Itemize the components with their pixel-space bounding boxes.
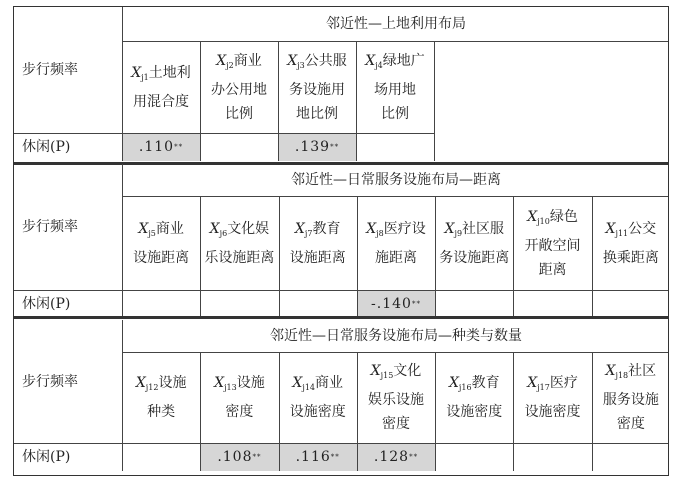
variable-name-part: 社区服 (462, 220, 505, 237)
grid-line (279, 352, 280, 471)
grid-line (122, 196, 669, 197)
significance-stars: ** (409, 453, 419, 461)
variable-subscript: j14 (302, 383, 316, 392)
grid-line (14, 443, 669, 444)
variable-line-1 (138, 217, 184, 246)
grid-line (278, 41, 279, 161)
variable-line-1 (287, 49, 347, 78)
significance-stars: ** (252, 453, 262, 461)
variable-name-part: 绿色 (549, 208, 578, 225)
variable-name-part: 换乘距离 (602, 249, 659, 266)
coefficient-cell (279, 290, 357, 318)
variable-header (279, 196, 357, 290)
variable-name-part: 医疗 (549, 375, 578, 391)
variable-name-part: 务设施距离 (439, 249, 510, 266)
variable-name-part: 娱乐设施 (367, 392, 424, 408)
coefficient-cell (278, 133, 356, 161)
variable-symbol: X (216, 52, 227, 69)
variable-header (278, 41, 356, 133)
significance-stars: ** (411, 300, 421, 308)
variable-header (357, 352, 435, 443)
variable-symbol: X (214, 375, 225, 391)
variable-name-part: 设施 (236, 375, 265, 391)
variable-symbol: X (294, 220, 305, 237)
variable-subscript: j17 (537, 383, 550, 392)
variable-name-part: 乐设施距离 (204, 249, 275, 266)
variable-name-part: 务设施用 (289, 81, 345, 98)
variable-name-part: 公共服 (304, 52, 347, 69)
variable-line-2 (225, 400, 253, 424)
variable-name-part: 文化娱 (227, 220, 270, 237)
variable-line-1 (445, 217, 505, 246)
variable-subscript: j15 (380, 371, 394, 380)
variable-symbol: X (131, 64, 142, 81)
row-label-leisure-text: 休闲(P) (22, 139, 71, 155)
variable-name-part: 教育 (312, 220, 341, 237)
section-title (122, 7, 669, 41)
coefficient-value: .110 (138, 139, 175, 155)
variable-symbol: X (366, 220, 377, 237)
grid-line (122, 7, 123, 161)
variable-line-1 (131, 61, 191, 90)
coefficient-cell (592, 443, 669, 471)
coefficient-value: .128 (373, 449, 410, 465)
variable-name-part: 密度 (225, 404, 254, 420)
section-title (122, 320, 669, 352)
variable-line-2 (368, 388, 424, 412)
variable-name-part: 文化 (393, 363, 422, 379)
grid-line (122, 164, 123, 318)
variable-name-part: 开敞空间 (524, 237, 581, 254)
row-label-leisure (14, 133, 122, 161)
variable-subscript: j3 (297, 60, 305, 70)
variable-symbol: X (527, 208, 538, 225)
variable-subscript: j16 (458, 383, 472, 392)
coefficient-cell (279, 443, 357, 471)
variable-line-1 (216, 49, 262, 78)
variable-header (200, 41, 278, 133)
variable-line-1 (295, 217, 341, 246)
grid-line (435, 196, 436, 318)
variable-line-1 (527, 205, 578, 234)
grid-line (357, 196, 358, 318)
significance-stars: ** (330, 453, 340, 461)
variable-header (122, 196, 200, 290)
variable-symbol: X (444, 220, 455, 237)
variable-header (200, 196, 278, 290)
coefficient-cell (122, 290, 200, 318)
row-header-frequency (14, 320, 122, 443)
variable-symbol: X (292, 375, 303, 391)
variable-line-2 (290, 400, 346, 424)
variable-name-part: 教育 (471, 375, 500, 391)
variable-name-part: 场用地 (374, 81, 416, 98)
variable-line-1 (371, 359, 422, 388)
coefficient-cell (200, 133, 278, 161)
variable-name-part: 设施密度 (446, 404, 503, 420)
row-header-frequency-text: 步行频率 (22, 373, 78, 390)
variable-header (279, 352, 357, 443)
variable-line-1 (292, 371, 343, 400)
coefficient-cell (513, 290, 591, 318)
grid-line (200, 352, 201, 471)
coefficient-value: .116 (295, 449, 331, 465)
variable-line-3 (381, 102, 409, 126)
variable-subscript: j18 (615, 371, 629, 380)
grid-line (592, 352, 593, 471)
variable-name-part: 土地利 (148, 64, 191, 81)
variable-line-1 (606, 217, 657, 246)
variable-name-part: 社区 (628, 363, 657, 379)
variable-header (513, 352, 591, 443)
variable-name-part: 设施距离 (133, 249, 190, 266)
grid-line (356, 41, 357, 161)
variable-symbol: X (370, 363, 381, 379)
variable-subscript: j6 (219, 228, 228, 238)
coefficient-cell (200, 290, 278, 318)
variable-symbol: X (365, 52, 376, 69)
correlation-table (13, 6, 669, 476)
coefficient-cell (435, 443, 513, 471)
section-title-text: 邻近性—上地利用布局 (326, 16, 466, 32)
variable-subscript: j13 (224, 383, 237, 392)
significance-stars: ** (330, 143, 340, 151)
variable-name-part: 比例 (381, 105, 409, 122)
variable-name-part: 设施距离 (289, 249, 346, 266)
grid-line (513, 196, 514, 318)
grid-line (357, 352, 358, 471)
variable-name-part: 商业 (315, 375, 344, 391)
variable-name-part: 医疗设 (383, 220, 426, 237)
variable-line-1 (449, 371, 500, 400)
variable-name-part: 距离 (538, 261, 567, 278)
grid-line (14, 290, 669, 291)
grid-line (513, 352, 514, 471)
variable-name-part: 设施 (158, 375, 187, 391)
variable-line-1 (210, 217, 270, 246)
variable-line-2 (525, 400, 581, 424)
variable-line-1 (527, 371, 578, 400)
variable-symbol: X (209, 220, 220, 237)
grid-line (14, 133, 434, 134)
variable-name-part: 种类 (147, 404, 176, 420)
row-header-frequency (14, 164, 122, 290)
variable-name-part: 用混合度 (133, 93, 189, 110)
variable-header (592, 352, 669, 443)
variable-line-1 (214, 371, 265, 400)
variable-name-part: 设施密度 (289, 404, 346, 420)
variable-name-part: 绿地广 (382, 52, 425, 69)
variable-symbol: X (605, 363, 616, 379)
variable-line-3 (225, 102, 253, 126)
row-header-frequency-text: 步行频率 (22, 62, 78, 78)
variable-header (122, 41, 200, 133)
variable-line-1 (136, 371, 187, 400)
variable-line-2 (603, 388, 659, 412)
variable-line-2 (211, 78, 267, 102)
variable-line-2 (133, 246, 189, 270)
variable-line-3 (382, 412, 410, 436)
grid-line (592, 196, 593, 318)
variable-line-2 (525, 234, 581, 258)
grid-line (279, 196, 280, 318)
variable-line-1 (606, 359, 657, 388)
variable-subscript: j11 (615, 228, 629, 238)
variable-name-part: 办公用地 (211, 81, 267, 98)
coefficient-cell (435, 290, 513, 318)
variable-subscript: j10 (537, 216, 550, 226)
variable-header (356, 41, 434, 133)
variable-symbol: X (527, 375, 538, 391)
variable-symbol: X (287, 52, 298, 69)
variable-name-part: 设施密度 (524, 404, 581, 420)
variable-line-2 (446, 400, 502, 424)
section-title (122, 164, 669, 196)
row-label-leisure (14, 290, 122, 318)
variable-symbol: X (138, 220, 149, 237)
coefficient-cell (200, 443, 278, 471)
variable-name-part: 商业 (155, 220, 184, 237)
coefficient-cell (357, 443, 435, 471)
section-title-text: 邻近性—日常服务设施布局—种类与数量 (270, 328, 522, 344)
variable-line-2 (133, 90, 189, 114)
coefficient-value: .108 (217, 449, 253, 465)
variable-header (592, 196, 669, 290)
coefficient-value: .139 (294, 139, 331, 155)
variable-line-3 (617, 412, 645, 436)
grid-line (434, 41, 435, 161)
row-label-leisure-text: 休闲(P) (22, 296, 71, 312)
variable-symbol: X (605, 220, 616, 237)
variable-symbol: X (135, 375, 146, 391)
row-label-leisure (14, 443, 122, 471)
variable-subscript: j4 (375, 60, 383, 70)
variable-name-part: 公交 (628, 220, 657, 237)
variable-line-2 (374, 78, 416, 102)
grid-line (122, 352, 669, 353)
grid-line (122, 320, 123, 471)
variable-subscript: j8 (376, 228, 384, 238)
row-header-frequency (14, 7, 122, 133)
variable-name-part: 施距离 (374, 249, 417, 266)
variable-header (435, 352, 513, 443)
grid-line (200, 41, 201, 161)
variable-line-2 (375, 246, 417, 270)
variable-name-part: 商业 (233, 52, 262, 69)
grid-line (435, 352, 436, 471)
variable-subscript: j12 (145, 383, 159, 392)
variable-name-part: 地比例 (296, 105, 338, 122)
variable-line-1 (365, 49, 425, 78)
coefficient-value: -.140 (371, 296, 412, 312)
variable-header (513, 196, 591, 290)
coefficient-cell (592, 290, 669, 318)
variable-line-2 (147, 400, 175, 424)
variable-subscript: j7 (304, 228, 313, 238)
section-title-text: 邻近性—日常服务设施布局—距离 (291, 172, 501, 188)
variable-subscript: j9 (454, 228, 463, 238)
variable-subscript: j1 (141, 72, 149, 82)
coefficient-cell (122, 133, 200, 161)
variable-line-3 (539, 258, 567, 282)
variable-header (357, 196, 435, 290)
variable-line-1 (366, 217, 426, 246)
variable-line-3 (296, 102, 338, 126)
row-header-frequency-text: 步行频率 (22, 219, 78, 235)
coefficient-cell (357, 290, 435, 318)
grid-line (14, 316, 669, 319)
row-label-leisure-text: 休闲(P) (22, 449, 71, 465)
variable-line-2 (603, 246, 659, 270)
variable-subscript: j5 (148, 228, 156, 238)
grid-line (122, 41, 669, 42)
variable-name-part: 比例 (225, 105, 253, 122)
variable-name-part: 服务设施 (602, 392, 659, 408)
grid-line (200, 196, 201, 318)
variable-name-part: 密度 (381, 416, 410, 432)
variable-line-2 (290, 246, 346, 270)
variable-line-2 (289, 78, 345, 102)
significance-stars: ** (174, 143, 184, 151)
variable-name-part: 密度 (616, 416, 645, 432)
coefficient-cell (356, 133, 434, 161)
variable-header (122, 352, 200, 443)
variable-line-2 (204, 246, 274, 270)
coefficient-cell (513, 443, 591, 471)
variable-line-2 (439, 246, 509, 270)
variable-header (435, 196, 513, 290)
variable-subscript: j2 (226, 60, 234, 70)
variable-header (200, 352, 278, 443)
coefficient-cell (122, 443, 200, 471)
variable-symbol: X (448, 375, 459, 391)
